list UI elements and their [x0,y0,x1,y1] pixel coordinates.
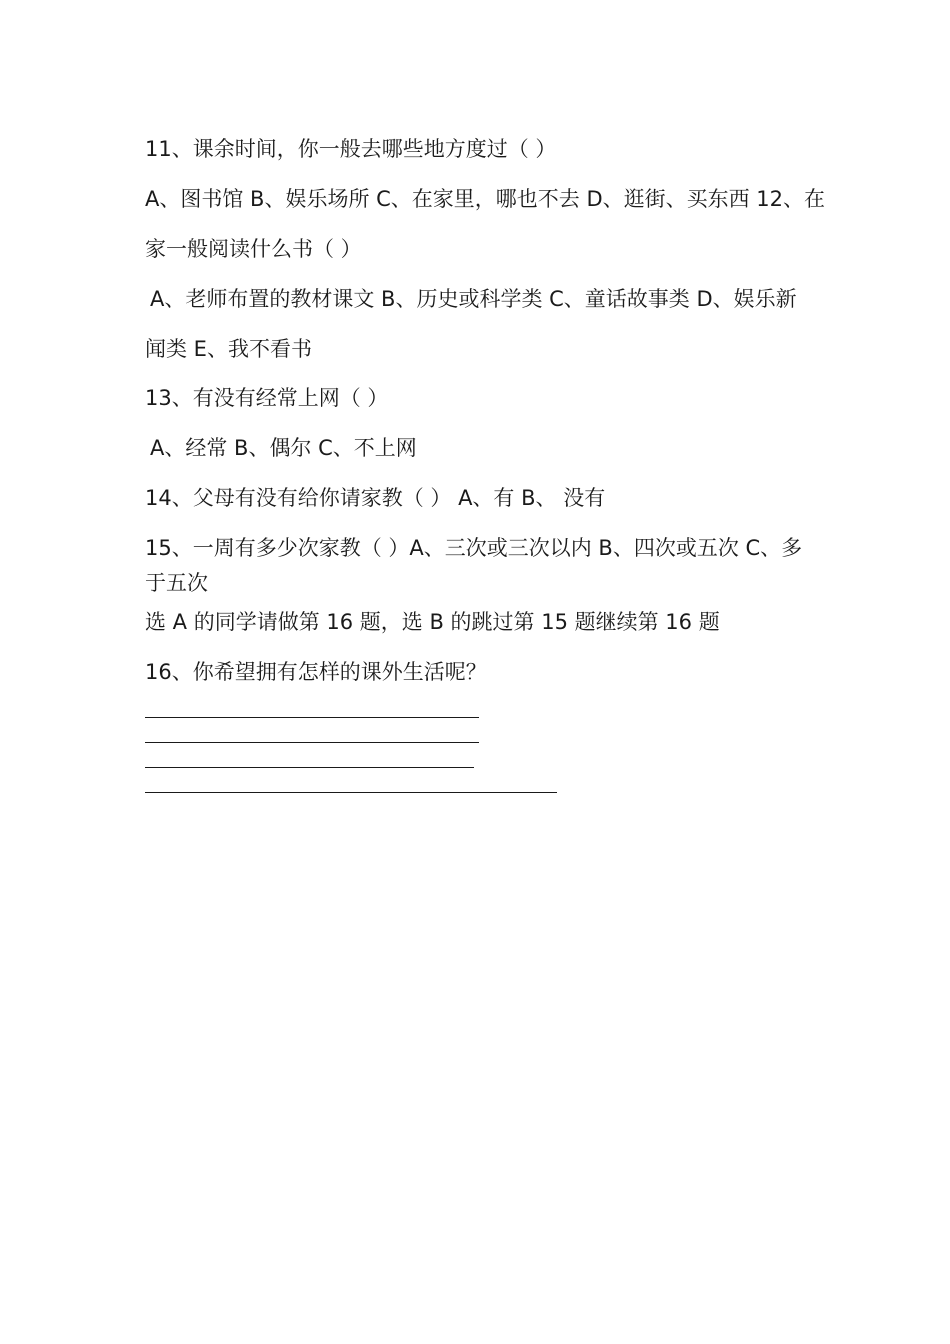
answer-line [145,767,474,768]
question-12-text: 家一般阅读什么书（ ） [145,237,362,261]
answer-line [145,792,557,793]
question-14-text: 14、父母有没有给你请家教（ ） A、有 B、 没有 [145,486,606,510]
question-15-text: 15、一周有多少次家教（ ）A、三次或三次以内 B、四次或五次 C、多于五次 [145,536,803,595]
answer-line [145,717,479,718]
question-11-options: A、图书馆 B、娱乐场所 C、在家里，哪也不去 D、逛街、买东西 12、在 [145,187,826,211]
question-12-options-continued: 闻类 E、我不看书 [145,337,312,361]
question-11-text: 11、课余时间，你一般去哪些地方度过（ ） [145,137,557,161]
instruction-text: 选 A 的同学请做第 16 题，选 B 的跳过第 15 题继续第 16 题 [145,610,720,634]
question-16-text: 16、你希望拥有怎样的课外生活呢？ [145,660,487,684]
question-13-text: 13、有没有经常上网（ ） [145,386,389,410]
question-12-options: A、老师布置的教材课文 B、历史或科学类 C、童话故事类 D、娱乐新 [150,287,797,311]
answer-line [145,742,479,743]
question-13-options: A、经常 B、偶尔 C、不上网 [150,436,417,460]
